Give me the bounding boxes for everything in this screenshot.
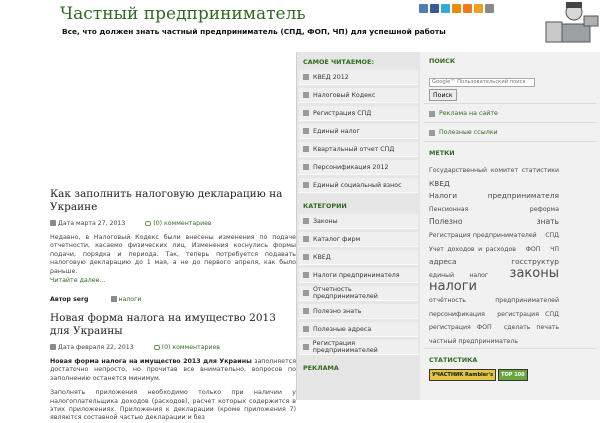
popular-item-label: Единый налог <box>313 127 360 135</box>
category-item-label: Регистрация предпринимателей <box>312 340 378 354</box>
page-icon <box>429 130 435 136</box>
comment-icon <box>145 221 151 226</box>
right-sidebar <box>420 52 600 400</box>
stats-badges <box>420 367 600 381</box>
page-icon <box>303 218 309 224</box>
popular-item[interactable] <box>299 160 418 175</box>
popular-item[interactable] <box>299 142 418 157</box>
divider <box>424 141 596 142</box>
divider <box>424 348 596 349</box>
popular-item-label: Регистрация СПД <box>313 109 372 117</box>
businessman-logo-icon <box>544 0 600 44</box>
page-icon <box>303 146 309 152</box>
post-date: Дата февраля 22, 2013 <box>58 343 134 351</box>
tag-link[interactable]: адреса <box>429 257 457 267</box>
tag-cloud <box>420 160 568 346</box>
tags-heading: МЕТКИ <box>429 149 455 157</box>
ads-heading: РЕКЛАМА <box>303 364 339 372</box>
category-item-label: Полезные адреса <box>313 325 372 333</box>
ads-link[interactable] <box>420 106 600 120</box>
read-more-link[interactable]: Читайте далее... <box>50 277 106 285</box>
post <box>50 188 296 304</box>
category-item[interactable] <box>299 340 418 355</box>
category-item-label: КВЕД <box>313 253 331 261</box>
category-item[interactable] <box>299 268 418 283</box>
popular-heading: САМОЕ ЧИТАЕМОЕ: <box>303 58 374 66</box>
post-meta <box>50 218 296 228</box>
category-item[interactable] <box>299 304 418 319</box>
excerpt-rest: заполняется достаточно непросто, но прочитав все внимательно, вопросов по заполнению останется минимум. <box>50 358 296 382</box>
rambler-counter-badge[interactable]: УЧАСТНИК Rambler's <box>429 369 496 381</box>
page-icon <box>303 128 309 134</box>
page-icon <box>303 290 309 296</box>
ads-link-label: Реклама на сайте <box>439 110 498 117</box>
middle-sidebar <box>296 52 420 400</box>
post-excerpt <box>50 358 296 383</box>
page-icon <box>303 254 309 260</box>
categories-list <box>297 214 420 355</box>
google-plus-icon[interactable] <box>485 4 494 13</box>
site-header <box>0 0 600 45</box>
divider <box>424 103 596 104</box>
popular-item[interactable] <box>299 88 418 103</box>
category-item-label: Отчетность предпринимателей <box>312 286 378 300</box>
page-icon <box>303 182 309 188</box>
popular-item-label: КВЕД 2012 <box>313 73 349 81</box>
tag-link[interactable]: Пенсионная реформа <box>429 205 559 213</box>
tag-link[interactable]: госструктур <box>511 257 559 267</box>
popular-item[interactable] <box>299 70 418 85</box>
post-meta <box>50 342 296 352</box>
category-item[interactable] <box>299 322 418 337</box>
twitter-icon[interactable] <box>441 4 450 13</box>
tag-link[interactable]: налоги <box>429 279 478 295</box>
page-icon <box>303 110 309 116</box>
comments-link[interactable]: (0) комментариев <box>161 343 220 351</box>
odnoklassniki-icon[interactable] <box>474 4 483 13</box>
popular-item[interactable] <box>299 178 418 193</box>
tag-link[interactable]: СПД <box>545 231 559 239</box>
tag-link[interactable]: Государственный комитет статистики <box>429 167 559 174</box>
popular-list <box>297 70 420 193</box>
search-heading: ПОИСК <box>429 57 456 65</box>
tag-link[interactable]: законы <box>509 265 559 281</box>
post-author: Автор serg <box>50 295 89 303</box>
category-item[interactable] <box>299 214 418 229</box>
divider <box>424 122 596 123</box>
category-item-label: Полезно знать <box>313 307 362 315</box>
tag-link[interactable]: регистрация ФОП <box>429 324 492 332</box>
page-icon <box>303 236 309 242</box>
post-excerpt-paragraph: Заполнять приложения необходимо только при наличии у налогоплательщика доходов (расходов), расчет которых содержится в этих приложениях. Приложения к декларации (кроме приложения 7) являются составной частью декларации и без <box>50 389 296 422</box>
post-title[interactable]: Как заполнить налоговую декларацию на Украине <box>50 188 283 213</box>
post-tag-link[interactable]: налоги <box>118 295 142 303</box>
useful-links-link[interactable] <box>420 125 600 139</box>
tag-link[interactable]: ЧП <box>550 245 560 253</box>
category-item-label: Законы <box>313 217 338 225</box>
popular-item-label: Персонификация 2012 <box>313 163 389 171</box>
tag-link[interactable]: частный предприниматель <box>429 337 518 345</box>
post-title[interactable]: Новая форма налога на имущество 2013 для Украины <box>50 312 276 338</box>
category-item-label: Каталог фирм <box>313 235 361 243</box>
comment-icon <box>154 345 160 350</box>
popular-item-label: Единый социальный взнос <box>313 181 402 189</box>
tag-link[interactable]: единый налог <box>429 271 489 279</box>
search-input[interactable] <box>429 78 535 87</box>
rss-icon[interactable] <box>463 4 472 13</box>
vkontakte-icon[interactable] <box>419 4 428 13</box>
category-item-label: Налоги предпринимателя <box>313 271 400 279</box>
excerpt-lead: Новая форма налога на имущество 2013 для Украины <box>50 358 252 366</box>
category-item[interactable] <box>299 286 418 301</box>
comments-link[interactable]: (0) комментариев <box>153 219 212 227</box>
site-title[interactable]: Частный предприниматель <box>60 4 306 24</box>
tag-link[interactable]: Учет доходов и расходов <box>429 245 516 253</box>
category-item[interactable] <box>299 232 418 247</box>
page-icon <box>303 308 309 314</box>
tag-link[interactable]: отчётность предпринимателей <box>429 296 559 304</box>
tag-link[interactable]: ФОП <box>525 245 541 253</box>
page-icon <box>303 164 309 170</box>
main-content <box>50 188 296 422</box>
category-item[interactable] <box>299 250 418 265</box>
site-description: Все, что должен знать частный предприниматель (СПД, ФОП, ЧП) для успешной работы <box>62 27 446 36</box>
post-excerpt: Недавно, в Налоговый Кодекс были внесены изменения по подаче отчетности, касаемо физических лиц. Изменения коснулись формы подачи, порядка и периода. Так, теперь потребуется подавать налоговую декларацию до 1 мая, а не до первого апреля, как было раньше. <box>50 234 296 275</box>
post-date: Дата марта 27, 2013 <box>58 219 126 227</box>
page-icon <box>303 74 309 80</box>
facebook-icon[interactable] <box>430 4 439 13</box>
search-form <box>420 68 600 101</box>
calendar-icon <box>50 344 56 350</box>
rambler-counter-badge[interactable]: TOP 100 <box>498 369 528 381</box>
mailru-icon[interactable] <box>452 4 461 13</box>
post <box>50 312 296 423</box>
tag-link[interactable]: регистрация СПД <box>497 310 559 318</box>
tag-link[interactable]: персонификация <box>429 310 485 318</box>
popular-item[interactable] <box>299 124 418 139</box>
useful-links-label: Полезные ссылки <box>439 129 498 136</box>
page-icon <box>303 92 309 98</box>
social-icons <box>419 4 494 13</box>
page-icon <box>303 344 309 350</box>
page-icon <box>429 111 435 117</box>
popular-item-label: Квартальный отчет СПД <box>313 145 395 153</box>
popular-item[interactable] <box>299 106 418 121</box>
search-button[interactable]: Поиск <box>429 89 457 101</box>
stats-heading: СТАТИСТИКА <box>429 356 478 365</box>
categories-heading: КАТЕГОРИИ <box>303 202 347 210</box>
post-footer <box>50 294 296 304</box>
popular-item-label: Налоговый Кодекс <box>313 91 376 99</box>
tag-link[interactable]: сделать печать <box>503 324 559 332</box>
tag-icon <box>111 296 117 302</box>
tag-link[interactable]: Полезно знать <box>429 217 559 227</box>
page-icon <box>303 326 309 332</box>
tag-link[interactable]: Налоги предпринимателя <box>429 191 559 201</box>
tag-link[interactable]: Регистрация предпринимателей <box>429 231 537 239</box>
tag-link[interactable]: КВЕД <box>429 178 450 188</box>
page-icon <box>303 272 309 278</box>
calendar-icon <box>50 220 56 226</box>
